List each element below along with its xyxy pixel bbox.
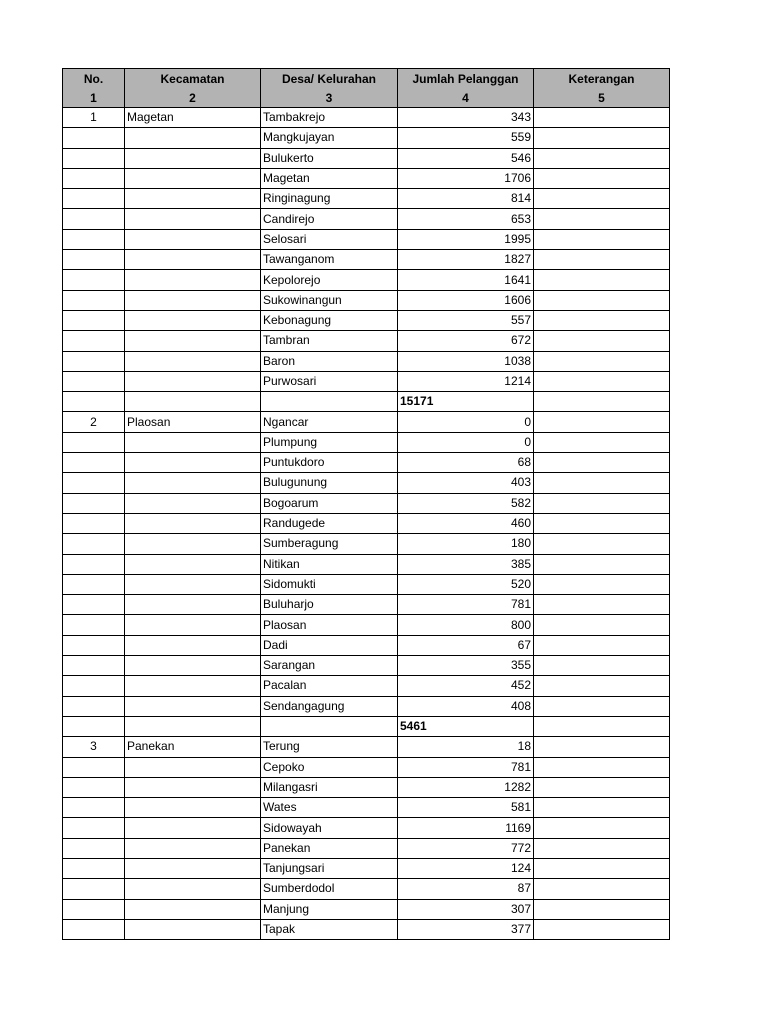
no-cell	[63, 574, 125, 594]
jumlah-cell: 180	[398, 534, 534, 554]
table-row	[63, 554, 670, 574]
desa-cell: Bogoarum	[261, 493, 398, 513]
table-row	[63, 473, 670, 493]
jumlah-cell: 343	[398, 108, 534, 128]
no-cell	[63, 453, 125, 473]
jumlah-cell: 403	[398, 473, 534, 493]
desa-cell: Pacalan	[261, 676, 398, 696]
desa-cell: Sarangan	[261, 656, 398, 676]
keterangan-cell	[534, 919, 670, 939]
keterangan-cell	[534, 858, 670, 878]
keterangan-cell	[534, 676, 670, 696]
no-cell	[63, 189, 125, 209]
no-cell	[63, 818, 125, 838]
desa-cell	[261, 716, 398, 736]
table-row	[63, 676, 670, 696]
kecamatan-cell: Plaosan	[125, 412, 261, 432]
table-row	[63, 615, 670, 635]
desa-cell: Nitikan	[261, 554, 398, 574]
kecamatan-cell	[125, 473, 261, 493]
keterangan-cell	[534, 899, 670, 919]
header-keterangan: Keterangan	[534, 69, 670, 89]
desa-cell: Mangkujayan	[261, 128, 398, 148]
desa-cell: Tanjungsari	[261, 858, 398, 878]
table-row	[63, 656, 670, 676]
no-cell	[63, 716, 125, 736]
desa-cell: Wates	[261, 798, 398, 818]
kecamatan-cell	[125, 615, 261, 635]
desa-cell: Milangasri	[261, 777, 398, 797]
table-row	[63, 290, 670, 310]
desa-cell: Kepolorejo	[261, 270, 398, 290]
jumlah-cell: 460	[398, 513, 534, 533]
table-row	[63, 432, 670, 452]
table-row	[63, 168, 670, 188]
kecamatan-cell	[125, 676, 261, 696]
kecamatan-cell	[125, 858, 261, 878]
header-col-number: 1	[63, 88, 125, 108]
jumlah-cell: 1827	[398, 250, 534, 270]
desa-cell: Kebonagung	[261, 310, 398, 330]
jumlah-cell: 557	[398, 310, 534, 330]
desa-cell: Tapak	[261, 919, 398, 939]
keterangan-cell	[534, 473, 670, 493]
table-row	[63, 371, 670, 391]
table-row	[63, 777, 670, 797]
table-row	[63, 858, 670, 878]
kecamatan-cell	[125, 798, 261, 818]
no-cell	[63, 331, 125, 351]
kecamatan-cell	[125, 453, 261, 473]
desa-cell: Bulugunung	[261, 473, 398, 493]
kecamatan-cell	[125, 331, 261, 351]
desa-cell: Selosari	[261, 229, 398, 249]
kecamatan-cell	[125, 493, 261, 513]
table-row	[63, 412, 670, 432]
keterangan-cell	[534, 148, 670, 168]
no-cell	[63, 919, 125, 939]
table-row	[63, 818, 670, 838]
kecamatan-cell	[125, 189, 261, 209]
table-row	[63, 635, 670, 655]
table-row	[63, 493, 670, 513]
keterangan-cell	[534, 838, 670, 858]
keterangan-cell	[534, 818, 670, 838]
kecamatan-cell	[125, 818, 261, 838]
desa-cell: Sidomukti	[261, 574, 398, 594]
keterangan-cell	[534, 534, 670, 554]
table-row	[63, 270, 670, 290]
table-row	[63, 737, 670, 757]
no-cell: 1	[63, 108, 125, 128]
desa-cell: Dadi	[261, 635, 398, 655]
keterangan-cell	[534, 371, 670, 391]
table-row	[63, 209, 670, 229]
desa-cell: Sumberagung	[261, 534, 398, 554]
table-row	[63, 696, 670, 716]
table-row	[63, 189, 670, 209]
subtotal-row	[63, 716, 670, 736]
keterangan-cell	[534, 879, 670, 899]
header-col-number: 2	[125, 88, 261, 108]
jumlah-cell: 18	[398, 737, 534, 757]
keterangan-cell	[534, 757, 670, 777]
no-cell	[63, 534, 125, 554]
no-cell	[63, 777, 125, 797]
jumlah-cell: 307	[398, 899, 534, 919]
jumlah-cell: 781	[398, 595, 534, 615]
kecamatan-cell	[125, 574, 261, 594]
header-jumlah: Jumlah Pelanggan	[398, 69, 534, 89]
kecamatan-cell	[125, 392, 261, 412]
table-row	[63, 229, 670, 249]
no-cell	[63, 351, 125, 371]
table-row	[63, 879, 670, 899]
desa-cell: Sukowinangun	[261, 290, 398, 310]
no-cell	[63, 168, 125, 188]
jumlah-cell: 800	[398, 615, 534, 635]
keterangan-cell	[534, 310, 670, 330]
no-cell	[63, 148, 125, 168]
desa-cell: Baron	[261, 351, 398, 371]
jumlah-cell: 0	[398, 432, 534, 452]
keterangan-cell	[534, 412, 670, 432]
header-col-number: 3	[261, 88, 398, 108]
no-cell	[63, 757, 125, 777]
no-cell	[63, 696, 125, 716]
desa-cell: Bulukerto	[261, 148, 398, 168]
kecamatan-cell	[125, 595, 261, 615]
keterangan-cell	[534, 108, 670, 128]
keterangan-cell	[534, 290, 670, 310]
desa-cell: Tambakrejo	[261, 108, 398, 128]
table-row	[63, 331, 670, 351]
keterangan-cell	[534, 209, 670, 229]
jumlah-cell: 1169	[398, 818, 534, 838]
jumlah-cell: 559	[398, 128, 534, 148]
subtotal-cell: 5461	[398, 716, 534, 736]
kecamatan-cell	[125, 656, 261, 676]
keterangan-cell	[534, 554, 670, 574]
subtotal-cell: 15171	[398, 392, 534, 412]
table-row	[63, 919, 670, 939]
jumlah-cell: 452	[398, 676, 534, 696]
keterangan-cell	[534, 351, 670, 371]
no-cell	[63, 595, 125, 615]
kecamatan-cell	[125, 432, 261, 452]
no-cell	[63, 310, 125, 330]
kecamatan-cell	[125, 696, 261, 716]
desa-cell: Sumberdodol	[261, 879, 398, 899]
jumlah-cell: 0	[398, 412, 534, 432]
kecamatan-cell	[125, 919, 261, 939]
jumlah-cell: 814	[398, 189, 534, 209]
no-cell	[63, 838, 125, 858]
no-cell	[63, 513, 125, 533]
kecamatan-cell	[125, 534, 261, 554]
no-cell	[63, 250, 125, 270]
jumlah-cell: 377	[398, 919, 534, 939]
keterangan-cell	[534, 168, 670, 188]
kecamatan-cell	[125, 148, 261, 168]
no-cell	[63, 128, 125, 148]
subtotal-row	[63, 392, 670, 412]
table-row	[63, 453, 670, 473]
no-cell	[63, 656, 125, 676]
table-row	[63, 595, 670, 615]
desa-cell: Ngancar	[261, 412, 398, 432]
keterangan-cell	[534, 574, 670, 594]
keterangan-cell	[534, 595, 670, 615]
keterangan-cell	[534, 453, 670, 473]
table-row	[63, 250, 670, 270]
keterangan-cell	[534, 615, 670, 635]
kecamatan-cell	[125, 270, 261, 290]
desa-cell: Manjung	[261, 899, 398, 919]
header-kecamatan: Kecamatan	[125, 69, 261, 89]
no-cell	[63, 899, 125, 919]
keterangan-cell	[534, 229, 670, 249]
no-cell	[63, 229, 125, 249]
jumlah-cell: 124	[398, 858, 534, 878]
desa-cell: Buluharjo	[261, 595, 398, 615]
jumlah-cell: 520	[398, 574, 534, 594]
keterangan-cell	[534, 656, 670, 676]
kecamatan-cell	[125, 209, 261, 229]
table-row	[63, 513, 670, 533]
kecamatan-cell	[125, 168, 261, 188]
keterangan-cell	[534, 189, 670, 209]
keterangan-cell	[534, 493, 670, 513]
no-cell	[63, 473, 125, 493]
desa-cell: Ringinagung	[261, 189, 398, 209]
no-cell	[63, 615, 125, 635]
desa-cell: Tawanganom	[261, 250, 398, 270]
table-row	[63, 148, 670, 168]
keterangan-cell	[534, 270, 670, 290]
jumlah-cell: 1641	[398, 270, 534, 290]
no-cell: 3	[63, 737, 125, 757]
keterangan-cell	[534, 635, 670, 655]
table-body	[63, 108, 670, 940]
desa-cell: Tambran	[261, 331, 398, 351]
desa-cell	[261, 392, 398, 412]
desa-cell: Puntukdoro	[261, 453, 398, 473]
keterangan-cell	[534, 392, 670, 412]
jumlah-cell: 581	[398, 798, 534, 818]
desa-cell: Plumpung	[261, 432, 398, 452]
keterangan-cell	[534, 777, 670, 797]
header-col-number: 4	[398, 88, 534, 108]
no-cell	[63, 554, 125, 574]
no-cell	[63, 635, 125, 655]
table-row	[63, 351, 670, 371]
no-cell	[63, 676, 125, 696]
keterangan-cell	[534, 513, 670, 533]
jumlah-cell: 772	[398, 838, 534, 858]
jumlah-cell: 1706	[398, 168, 534, 188]
jumlah-cell: 672	[398, 331, 534, 351]
jumlah-cell: 1606	[398, 290, 534, 310]
no-cell	[63, 493, 125, 513]
table-row	[63, 128, 670, 148]
desa-cell: Candirejo	[261, 209, 398, 229]
jumlah-cell: 68	[398, 453, 534, 473]
kecamatan-cell	[125, 128, 261, 148]
desa-cell: Sidowayah	[261, 818, 398, 838]
jumlah-cell: 355	[398, 656, 534, 676]
table-header	[63, 69, 670, 108]
kecamatan-cell	[125, 635, 261, 655]
jumlah-cell: 1995	[398, 229, 534, 249]
jumlah-cell: 653	[398, 209, 534, 229]
no-cell	[63, 798, 125, 818]
keterangan-cell	[534, 331, 670, 351]
kecamatan-cell: Magetan	[125, 108, 261, 128]
keterangan-cell	[534, 737, 670, 757]
jumlah-cell: 408	[398, 696, 534, 716]
kecamatan-cell	[125, 554, 261, 574]
no-cell	[63, 209, 125, 229]
jumlah-cell: 781	[398, 757, 534, 777]
desa-cell: Terung	[261, 737, 398, 757]
kecamatan-cell	[125, 899, 261, 919]
desa-cell: Purwosari	[261, 371, 398, 391]
kecamatan-cell	[125, 838, 261, 858]
kecamatan-cell	[125, 310, 261, 330]
header-desa: Desa/ Kelurahan	[261, 69, 398, 89]
kecamatan-cell	[125, 290, 261, 310]
no-cell	[63, 290, 125, 310]
no-cell	[63, 392, 125, 412]
kecamatan-cell	[125, 371, 261, 391]
jumlah-cell: 1038	[398, 351, 534, 371]
kecamatan-cell	[125, 777, 261, 797]
kecamatan-cell	[125, 513, 261, 533]
keterangan-cell	[534, 128, 670, 148]
kecamatan-cell	[125, 879, 261, 899]
desa-cell: Magetan	[261, 168, 398, 188]
header-col-number: 5	[534, 88, 670, 108]
kecamatan-cell: Panekan	[125, 737, 261, 757]
jumlah-cell: 582	[398, 493, 534, 513]
jumlah-cell: 1214	[398, 371, 534, 391]
kecamatan-cell	[125, 351, 261, 371]
jumlah-cell: 1282	[398, 777, 534, 797]
no-cell	[63, 432, 125, 452]
jumlah-cell: 87	[398, 879, 534, 899]
jumlah-cell: 546	[398, 148, 534, 168]
kecamatan-cell	[125, 757, 261, 777]
kecamatan-cell	[125, 229, 261, 249]
table-row	[63, 838, 670, 858]
no-cell	[63, 879, 125, 899]
desa-cell: Sendangagung	[261, 696, 398, 716]
kecamatan-cell	[125, 250, 261, 270]
kecamatan-cell	[125, 716, 261, 736]
jumlah-cell: 385	[398, 554, 534, 574]
header-no: No.	[63, 69, 125, 89]
no-cell	[63, 858, 125, 878]
keterangan-cell	[534, 798, 670, 818]
table-row	[63, 757, 670, 777]
desa-cell: Plaosan	[261, 615, 398, 635]
table-row	[63, 574, 670, 594]
keterangan-cell	[534, 432, 670, 452]
table-row	[63, 534, 670, 554]
keterangan-cell	[534, 716, 670, 736]
jumlah-cell: 67	[398, 635, 534, 655]
table-row	[63, 798, 670, 818]
desa-cell: Randugede	[261, 513, 398, 533]
keterangan-cell	[534, 696, 670, 716]
table-row	[63, 310, 670, 330]
desa-cell: Cepoko	[261, 757, 398, 777]
no-cell	[63, 270, 125, 290]
customer-table	[62, 68, 670, 940]
table-row	[63, 899, 670, 919]
desa-cell: Panekan	[261, 838, 398, 858]
no-cell: 2	[63, 412, 125, 432]
keterangan-cell	[534, 250, 670, 270]
table-row	[63, 108, 670, 128]
no-cell	[63, 371, 125, 391]
